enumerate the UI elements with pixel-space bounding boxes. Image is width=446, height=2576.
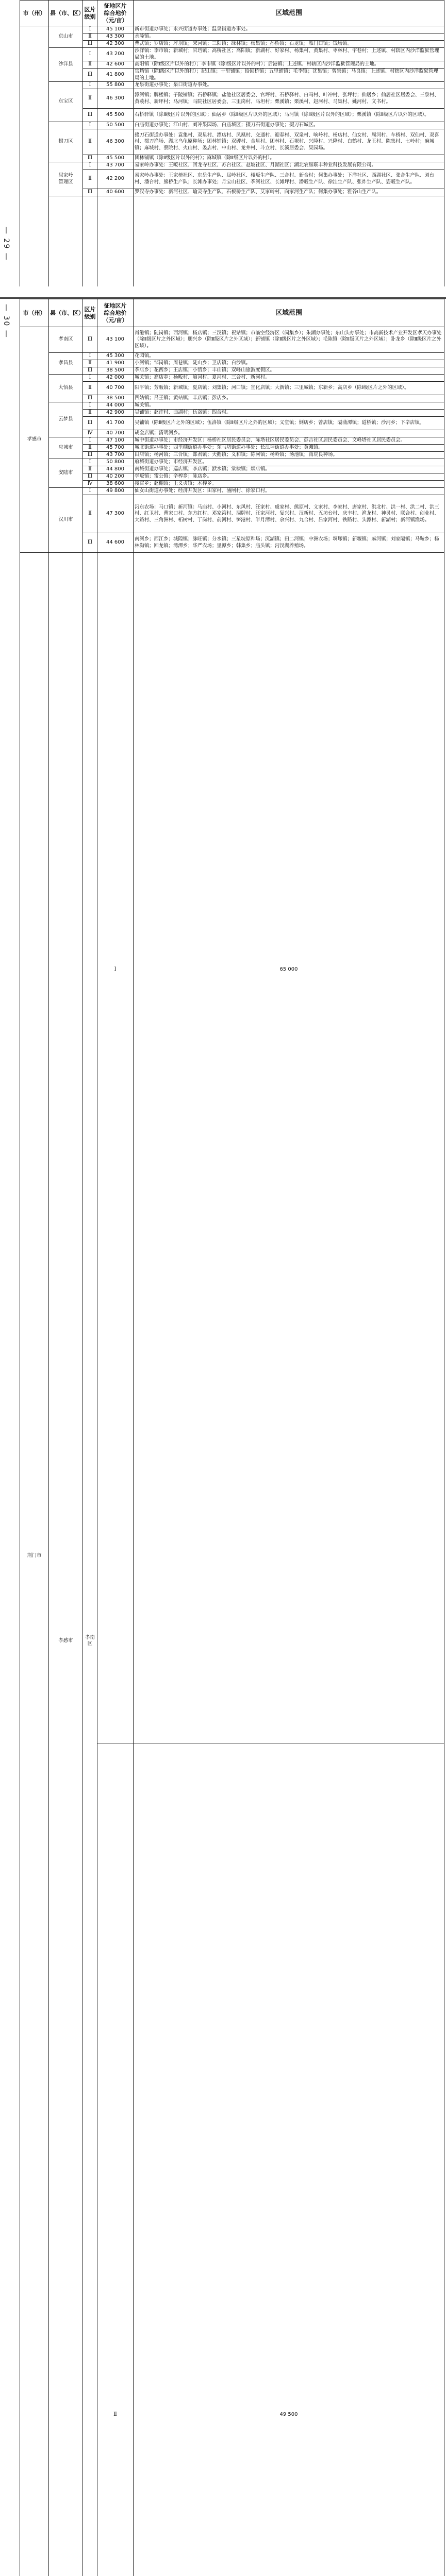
- area-cell: 仙女山街道办事处；经济开发区：田家村、涵闸村、徐家口村。: [134, 488, 444, 495]
- level-cell: Ⅱ: [83, 445, 97, 452]
- level-cell: Ⅲ: [83, 327, 97, 353]
- area-cell: 田店镇；杨河镇；三合镇；郎君镇；天鹅镇；义和镇；陈河镇；杨岭镇；汤池镇；南垸良种场。: [134, 452, 444, 459]
- level-cell: Ⅰ: [83, 26, 97, 33]
- table-row: [20, 452, 444, 459]
- price-cell: 44 800: [97, 466, 134, 473]
- table-row: [20, 33, 444, 41]
- table-row: [20, 395, 444, 402]
- table-row: [20, 189, 444, 196]
- area-cell: 漳河镇；牌楼镇；子陵铺镇；石桥驿镇；盐池社区居委会、官坪村、石桥驿村、白马村、叶冲村、张坪村；仙居乡；仙居社区居委会、三泉村、黄蓑村、新坪村；马河镇；马院社区居委会、三里岗村、马坦村；栗溪镇；栗溪村、赵河村、马集村、姚河村、文书村。: [134, 89, 444, 109]
- table-header-row: [20, 299, 444, 327]
- price-cell: 42 300: [97, 41, 134, 48]
- table-header-row: [20, 1, 444, 26]
- price-cell: 49 800: [97, 488, 134, 495]
- table-row: [20, 41, 444, 48]
- header-city: 市（州）: [20, 1, 49, 26]
- header-price: 征地区片 综合地价 （元/亩）: [97, 1, 134, 26]
- table-row: [20, 495, 444, 533]
- price-cell: 45 500: [97, 109, 134, 122]
- county-cell: 汉川市: [49, 488, 83, 553]
- price-cell: 49 500: [134, 1743, 444, 2576]
- table-row: [20, 327, 444, 353]
- area-cell: 季店乡；花西乡；王店镇；小悟乡；丰山镇；双峰山旅游度假区。: [134, 367, 444, 375]
- area-cell: 白庙街道办事处；江山村、刘冲果园场、白庙城区；掇刀石街道办事处；掇刀石城区。: [134, 122, 444, 129]
- level-cell: Ⅱ: [83, 360, 97, 367]
- area-cell: 官垱镇（除Ⅰ级区片以外的村）；纪山镇；十里铺镇；拾回桥镇；五里铺镇；毛李镇；沈集镇；曾集镇；马良镇；上述镇、村辖区内沙洋监狱管理局的土地。: [134, 69, 444, 82]
- county-cell: 东宝区: [49, 82, 83, 122]
- level-cell: Ⅲ: [83, 395, 97, 402]
- county-cell: 京山市: [49, 26, 83, 48]
- area-cell: 沙洋镇：李市镇；新城村；官垱镇；高桥社区；高阳镇；新湖村、好家村、杨集村、黄集村、枣林村、宇巷村；上述镇、村辖区内沙洋监狱管理局的土地。: [134, 48, 444, 61]
- area-cell: 城北街道办事处；四里棚街道办事处；东马坊街道办事处；长江埠街道办事处；黄滩镇。: [134, 445, 444, 452]
- area-cell: 石桥驿镇（除Ⅱ级区片以外的区域）；仙居乡（除Ⅱ级区片以外的区域）；马河镇（除Ⅱ级区片以外的区域）；栗溪镇（除Ⅱ级区片以外的区域）。: [134, 109, 444, 122]
- table-row: [20, 69, 444, 82]
- price-cell: 44 600: [97, 533, 134, 553]
- city-cell: 荆门市: [20, 26, 49, 2576]
- table-row: [20, 122, 444, 129]
- county-cell: 应城市: [49, 437, 83, 459]
- area-cell: 掇刀石街道办事处：袁集村、双星村、潭店村、凤凰村、交通村、迎春村、双泉村、响岭村、杨店村、仙女村、周河村、车桥村、双仙村、双喜村、掇刀渔场、湖北乌龟原种场；团林铺镇；双碑村、合星村、团林村、石堰村、兴隆村、兴隆村、白鹤村、龙王村、陈集村、七岭村；麻城镇；麻城村、蔡院村、火山村、娄店村、中山村、龙井村、斗立村、长溪居委会、果园场。: [134, 129, 444, 155]
- area-cell: 吴铺镇：赵许村、曲湖村；伍洛镇：四合村。: [134, 410, 444, 417]
- level-cell: Ⅰ: [83, 353, 97, 360]
- county-cell: 孝南区: [49, 327, 83, 353]
- table-row: [20, 459, 444, 466]
- level-cell: Ⅰ: [83, 122, 97, 129]
- level-cell: Ⅰ: [83, 402, 97, 410]
- price-cell: 47 300: [97, 495, 134, 533]
- table-row: [20, 466, 444, 473]
- table-row: [20, 170, 444, 189]
- area-cell: 罗汉寺办事处：新河社区、瑜灵寺生产队、石板桥生产队、艾家岭村、向家河生产队；何集办事处；雅谷山生产队。: [134, 189, 444, 196]
- header-county: 县（市、区）: [49, 299, 83, 327]
- area-cell: 曹武镇；罗店镇；坪坝镇；宋河镇；三阳镇；绿林镇；杨集镇；孙桥镇；石龙镇；雁门口镇；钱场镇。: [134, 41, 444, 48]
- county-cell: 云梦县: [49, 402, 83, 437]
- area-cell: 吴铺镇（除Ⅱ级区片之外的区域）；伍洛镇（除Ⅱ级区片之外的区域）；义堂镇；倒店乡；曾店镇；隔蒲潭镇；道桥镇；沙河乡；下辛店镇。: [134, 417, 444, 430]
- price-cell: 42 900: [97, 410, 134, 417]
- level-cell: Ⅱ: [83, 495, 97, 533]
- table-row: [20, 89, 444, 109]
- price-cell: 41 900: [97, 360, 134, 367]
- level-cell: Ⅰ: [83, 488, 97, 495]
- table-row: [20, 367, 444, 375]
- area-cell: 龙泉街道办事处；泉口街道办事处。: [134, 82, 444, 89]
- price-cell: 43 300: [97, 33, 134, 41]
- area-cell: 城关镇。: [134, 402, 444, 410]
- level-cell: Ⅲ: [83, 367, 97, 375]
- area-cell: 永隆镇。: [134, 33, 444, 41]
- table-row: [20, 353, 444, 360]
- city-cell: 孝感市: [20, 327, 49, 553]
- table-row: [20, 129, 444, 155]
- table-row: [20, 382, 444, 395]
- price-cell: 43 100: [97, 327, 134, 353]
- header-level: 区片 级别: [83, 1, 97, 26]
- price-cell: 47 100: [97, 437, 134, 445]
- table-row: [20, 26, 444, 33]
- price-cell: 65 000: [134, 196, 444, 1743]
- level-cell: Ⅲ: [83, 452, 97, 459]
- level-cell: Ⅰ: [83, 82, 97, 89]
- table-row: [20, 375, 444, 382]
- level-cell: Ⅲ: [83, 155, 97, 162]
- area-cell: 孛畈镇；雷公镇；辛榨乡；陈店乡。: [134, 473, 444, 481]
- header-price: 征地区片 综合地价 （元/亩）: [97, 299, 134, 327]
- price-cell: 40 200: [97, 473, 134, 481]
- level-cell: Ⅰ: [83, 375, 97, 382]
- area-cell: 肖港镇；陡岗镇；西河镇；杨店镇；三汊镇；祝站镇；市临空经济区（闵集乡）；朱湖办事处；东山头办事处；市高新技术产业开发区孝天办事处（除Ⅱ级区片之外区域）；朋兴乡（除Ⅱ级区片之外区域）；新铺镇（除Ⅱ级区片之外区域）；毛陈镇（除Ⅱ级区片之外区域）；卧龙乡（除Ⅱ级区片之外区域）。: [134, 327, 444, 353]
- table-row: [20, 61, 444, 69]
- table-row: [20, 430, 444, 437]
- price-cell: 45 300: [97, 353, 134, 360]
- level-cell: Ⅰ: [83, 48, 97, 61]
- document-page-29: [20, 0, 444, 286]
- table-row: [20, 109, 444, 122]
- area-cell: 阳平镇；芳畈镇；新城镇；夏店镇；刘集镇；河口镇；宣化店镇；大新镇；三里城镇；东新乡；高店乡（除Ⅰ级区片之外的区域）。: [134, 382, 444, 395]
- level-cell: Ⅲ: [83, 109, 97, 122]
- price-cell: 41 700: [97, 417, 134, 430]
- table-row: [20, 437, 444, 445]
- price-cell: 42 000: [97, 375, 134, 382]
- area-cell: 胡金店镇；清明河乡。: [134, 430, 444, 437]
- area-cell: 城关镇；高店乡；杨畈村、喻河村、夏河村、三合村、新河村。: [134, 375, 444, 382]
- page-number-30: — 30 —: [2, 304, 10, 338]
- county-cell: 安陆市: [49, 459, 83, 488]
- table-row: [20, 155, 444, 162]
- area-cell: 高阳镇（除Ⅰ级区片以外的村）；李市镇（除Ⅰ级区片以外的村）；后港镇；上述镇、村辖区内沙洋监狱管理局的土地。: [134, 61, 444, 69]
- area-cell: 四姑镇；吕王镇；黄站镇；丰店镇；彭店乡。: [134, 395, 444, 402]
- level-cell: Ⅱ: [83, 61, 97, 69]
- price-cell: 40 600: [97, 189, 134, 196]
- price-cell: 42 200: [97, 170, 134, 189]
- level-cell: Ⅱ: [83, 382, 97, 395]
- price-cell: 44 000: [97, 402, 134, 410]
- level-cell: Ⅳ: [83, 430, 97, 437]
- county-cell: 孝南区: [83, 196, 97, 2576]
- area-cell: 南河乡；西江乡；城隍镇；脉旺镇；分水镇；三星垸原种场；沉湖镇；田二河镇；中洲农场；垌塚镇；新堰镇；麻河镇；刘家隔镇；马鞍乡；杨林沟镇；回龙镇；湾潭乡；华严农场；里潭乡；韩集乡；庙头镇；汈汊湖养殖场。: [134, 533, 444, 553]
- price-cell: 45 500: [97, 155, 134, 162]
- level-cell: Ⅲ: [83, 189, 97, 196]
- area-cell: 团林铺镇（除Ⅱ级区片以外的村）；麻城镇（除Ⅱ级区片以外的村）。: [134, 155, 444, 162]
- price-cell: 38 500: [97, 395, 134, 402]
- table-row: [20, 48, 444, 61]
- area-cell: 新市街道办事处；永兴街道办事处；温泉街道办事处。: [134, 26, 444, 33]
- area-cell: 府城街道办事处；市经济开发区。: [134, 459, 444, 466]
- area-cell: 南城街道办事处；巡店镇；李店镇；洑水镇；棠棣镇；烟店镇。: [134, 466, 444, 473]
- header-city: 市（州）: [20, 299, 49, 327]
- table-row: [20, 445, 444, 452]
- county-cell: 沙洋县: [49, 48, 83, 82]
- level-cell: Ⅲ: [83, 417, 97, 430]
- price-cell: 38 500: [97, 367, 134, 375]
- area-cell: 接官乡；赵棚镇；王义贞镇；木梓乡。: [134, 481, 444, 488]
- price-cell: 50 500: [97, 122, 134, 129]
- header-county: 县（市、区）: [49, 1, 83, 26]
- level-cell: Ⅰ: [83, 437, 97, 445]
- level-cell: Ⅳ: [83, 481, 97, 488]
- table-row: [20, 488, 444, 495]
- land-price-table-page-30: [20, 299, 444, 553]
- price-cell: 46 300: [97, 129, 134, 155]
- level-cell: Ⅰ: [97, 196, 134, 1743]
- table-row: [20, 533, 444, 553]
- table-row: [20, 402, 444, 410]
- level-cell: Ⅱ: [83, 129, 97, 155]
- header-level: 区片 级别: [83, 299, 97, 327]
- page-number-29: — 29 —: [2, 227, 10, 261]
- table-row: [20, 417, 444, 430]
- price-cell: 40 700: [97, 382, 134, 395]
- price-cell: 45 100: [97, 26, 134, 33]
- table-row: [20, 410, 444, 417]
- page-separator: [0, 286, 446, 299]
- table-row: [20, 162, 444, 170]
- price-cell: 43 200: [97, 48, 134, 61]
- price-cell: 45 700: [97, 445, 134, 452]
- level-cell: Ⅱ: [83, 89, 97, 109]
- price-cell: 42 600: [97, 61, 134, 69]
- level-cell: Ⅱ: [83, 170, 97, 189]
- level-cell: Ⅱ: [83, 33, 97, 41]
- city-cell: 孝感市: [49, 196, 83, 2576]
- level-cell: Ⅱ: [97, 1743, 134, 2576]
- county-cell: 大悟县: [49, 375, 83, 402]
- level-cell: Ⅱ: [83, 410, 97, 417]
- price-cell: 46 300: [97, 89, 134, 109]
- price-cell: 40 700: [97, 430, 134, 437]
- document-page-30: [20, 299, 444, 607]
- header-area: 区域范围: [134, 1, 444, 26]
- level-cell: Ⅲ: [83, 473, 97, 481]
- price-cell: 43 700: [97, 162, 134, 170]
- county-cell: 孝昌县: [49, 353, 83, 375]
- area-cell: 花园镇。: [134, 353, 444, 360]
- table-row: [20, 481, 444, 488]
- price-cell: 50 800: [97, 459, 134, 466]
- table-row: [20, 82, 444, 89]
- price-cell: 55 800: [97, 82, 134, 89]
- county-cell: 屈家岭 管理区: [49, 162, 83, 196]
- area-cell: 易家岭办事处：王家榜社区、东岳生产队、届岭社区、楼畈生产队、三合村、新合村；何集办事处；下洋社区、西湖社区、张合生产队、刘台村、潘台村、熊桥生产队；长滩办事处；月宝山社区、季河社区、长滩坪村、潘畈生产队、徐洼生产队、张炸生产队、姿畈生产队。: [134, 170, 444, 189]
- table-row: [20, 473, 444, 481]
- area-cell: 易家岭办事处：王畈社区、回龙寺社区、苏台社区、赵坡社区、月湖社区；湖北农垦联丰种业科技发展有限公司。: [134, 162, 444, 170]
- header-area: 区域范围: [134, 299, 444, 327]
- level-cell: Ⅲ: [83, 69, 97, 82]
- price-cell: 38 600: [97, 481, 134, 488]
- table-row: [20, 360, 444, 367]
- level-cell: Ⅲ: [83, 533, 97, 553]
- level-cell: Ⅱ: [83, 466, 97, 473]
- level-cell: Ⅲ: [83, 41, 97, 48]
- level-cell: Ⅰ: [83, 459, 97, 466]
- price-cell: 43 700: [97, 452, 134, 459]
- level-cell: Ⅰ: [83, 162, 97, 170]
- area-cell: 汈东农场：马口镇；新河镇：马庙村、小河村、东风村、汪家村、虞家村、熊原村、文家村、李家村、唐家村、洪北村、洪一村、洪二村、洪三村、红卫村、曹家口村、东方红村、邓家湾村、涸牌村、汪家河村、复兴村、汉新村、五坊台村、庆丰村、渔龙村、神灵村、联合村、创业村、大路村、三角洲村、柘树村、丁岗村、前河村、笋港村、半月潭村、余兴村、九合村、吕家河村、铁路村、头潭村、新湖村；新河镇渔场。: [134, 495, 444, 533]
- county-cell: 掇刀区: [49, 122, 83, 162]
- price-cell: 41 800: [97, 69, 134, 82]
- area-cell: 小河镇；邹岗镇；周巷镇；陡山乡；卫店镇；白沙镇。: [134, 360, 444, 367]
- area-cell: 城中街道办事处；市经济开发区：杨桥社区居民委员会、陈塔社区居民委员会、彭吉社区居民委员会、文峰塔社区居民委员会。: [134, 437, 444, 445]
